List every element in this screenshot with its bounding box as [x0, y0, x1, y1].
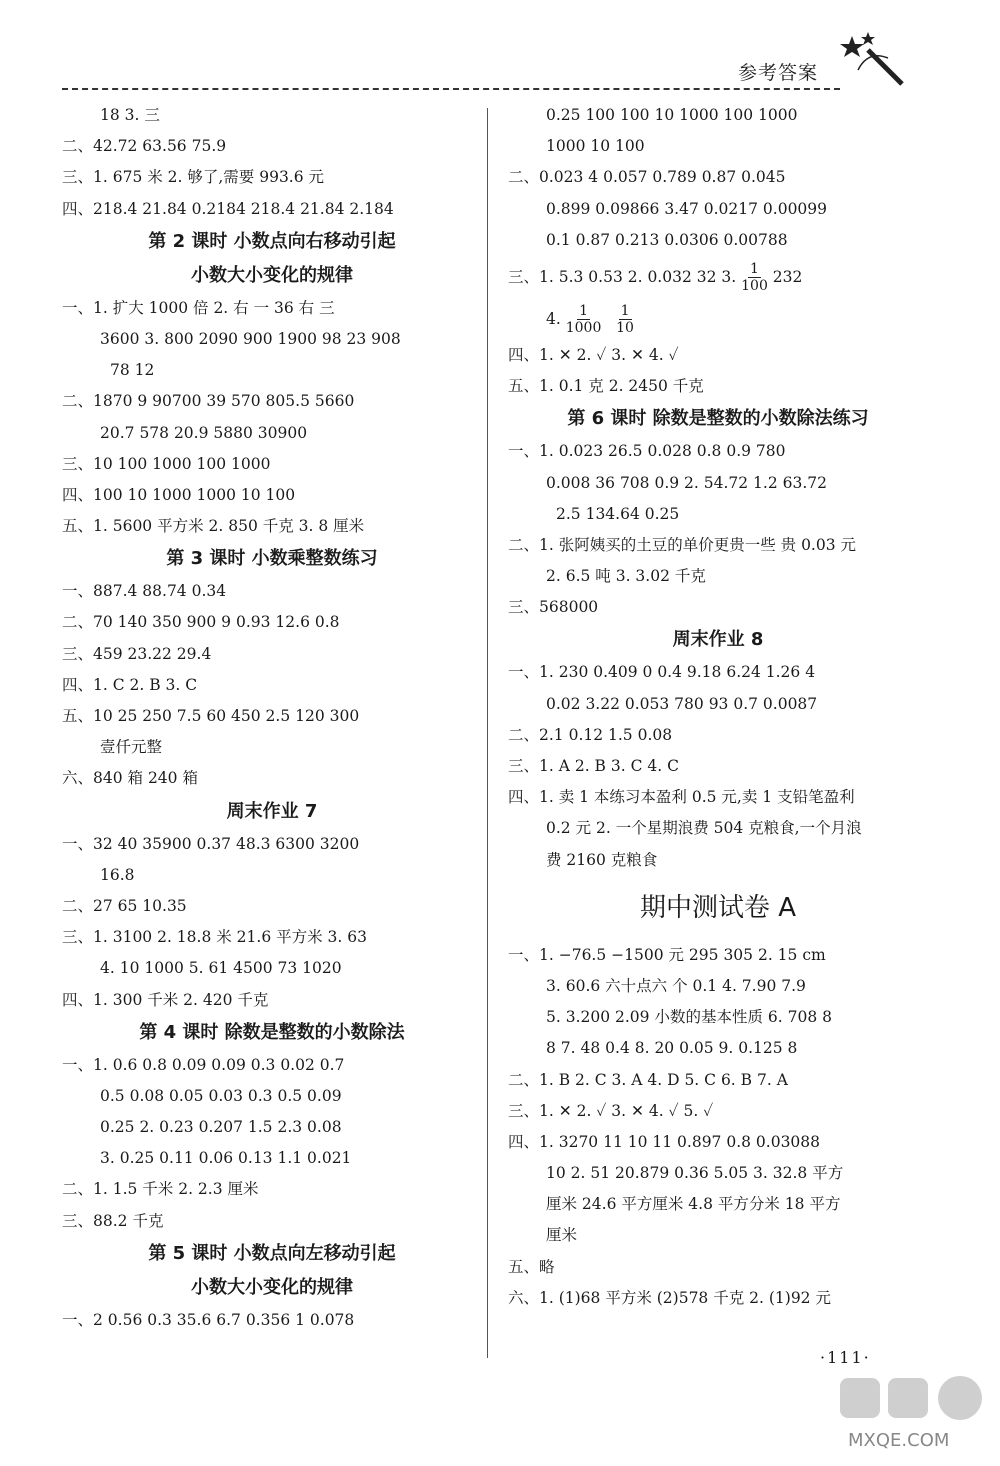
answer-line: 2. 6.5 吨 3. 3.02 千克 [546, 567, 706, 586]
answer-line: 六、840 箱 240 箱 [62, 769, 198, 788]
header-divider [62, 88, 840, 90]
answer-line: 五、1. 0.1 克 2. 2450 千克 [508, 377, 704, 396]
answer-line: 四、1. 3270 11 10 11 0.897 0.8 0.03088 [508, 1132, 821, 1151]
fraction [616, 303, 634, 336]
fraction [566, 303, 602, 336]
answer-line: 3. 0.25 0.11 0.06 0.13 1.1 0.021 [100, 1149, 352, 1168]
answer-line: 一、1. −76.5 −1500 元 295 305 2. 15 cm [508, 945, 826, 964]
answer-line: 4. 10 1000 5. 61 4500 73 1020 [100, 959, 342, 978]
column-divider [487, 108, 488, 1358]
answer-line: 一、1. 230 0.409 0 0.4 9.18 6.24 1.26 4 [508, 663, 816, 682]
answer-line: 20.7 578 20.9 5880 30900 [100, 423, 308, 442]
numerator: 1 [620, 303, 630, 320]
lesson-heading: 周末作业 8 [672, 629, 764, 651]
answer-line: 壹仟元整 [100, 738, 163, 757]
answer-line: 三、459 23.22 29.4 [62, 644, 212, 663]
answer-line: 五、略 [508, 1257, 555, 1276]
answer-line: 二、0.023 4 0.057 0.789 0.87 0.045 [508, 168, 786, 187]
answer-line: 四、1. 卖 1 本练习本盈利 0.5 元,卖 1 支铅笔盈利 [508, 788, 855, 807]
answer-line: 三、88.2 千克 [62, 1211, 164, 1230]
answer-line: 10 2. 51 20.879 0.36 5.05 3. 32.8 平方 [546, 1164, 844, 1183]
answer-line: 一、1. 0.023 26.5 0.028 0.8 0.9 780 [508, 442, 786, 461]
answer-line: 0.25 2. 0.23 0.207 1.5 2.3 0.08 [100, 1118, 342, 1137]
answer-line: 18 3. 三 [100, 106, 160, 124]
answer-line: 0.1 0.87 0.213 0.0306 0.00788 [546, 230, 788, 249]
answer-line: 一、1. 扩大 1000 倍 2. 右 一 36 右 三 [62, 298, 335, 317]
answer-text: 4. [546, 309, 566, 328]
lesson-heading: 第 2 课时 小数点向右移动引起 [148, 230, 396, 252]
answer-line [508, 298, 928, 340]
answer-line: 五、1. 5600 平方米 2. 850 千克 3. 8 厘米 [62, 517, 365, 536]
lesson-heading: 小数大小变化的规律 [191, 264, 353, 286]
page-number: ·111· [820, 1348, 871, 1367]
answer-line: 三、1. 3100 2. 18.8 米 21.6 平方米 3. 63 [62, 928, 367, 947]
answer-line: 16.8 [100, 865, 135, 884]
answers-right-column [508, 100, 928, 1314]
answer-line: 四、218.4 21.84 0.2184 218.4 21.84 2.184 [62, 199, 394, 218]
fraction [741, 261, 768, 294]
answer-line: 四、100 10 1000 1000 10 100 [62, 485, 296, 504]
answer-line: 一、1. 0.6 0.8 0.09 0.09 0.3 0.02 0.7 [62, 1055, 345, 1074]
lesson-heading: 第 6 课时 除数是整数的小数除法练习 [567, 408, 869, 430]
answer-line: 三、1. ✕ 2. ✓ 3. ✕ 4. ✓ 5. ✓ [508, 1101, 714, 1120]
answer-line: 二、1870 9 90700 39 570 805.5 5660 [62, 392, 355, 411]
answer-line: 四、1. ✕ 2. ✓ 3. ✕ 4. ✓ [508, 345, 679, 364]
answer-line: 一、2 0.56 0.3 35.6 6.7 0.356 1 0.078 [62, 1310, 355, 1329]
answers-left-column [62, 100, 482, 1336]
answer-line: 78 12 [110, 361, 155, 380]
answer-text: 三、1. 5.3 0.53 2. 0.032 32 3. [508, 267, 742, 286]
answer-line: 六、1. (1)68 平方米 (2)578 千克 2. (1)92 元 [508, 1288, 831, 1307]
answer-line: 二、1. 1.5 千米 2. 2.3 厘米 [62, 1180, 259, 1199]
answer-line: 二、70 140 350 900 9 0.93 12.6 0.8 [62, 613, 340, 632]
answer-line: 二、1. B 2. C 3. A 4. D 5. C 6. B 7. A [508, 1070, 788, 1089]
numerator: 1 [579, 303, 588, 320]
numerator: 1 [750, 261, 759, 278]
answer-line: 二、42.72 63.56 75.9 [62, 137, 227, 156]
answer-line: 2.5 134.64 0.25 [556, 504, 680, 523]
answer-line: 三、568000 [508, 598, 599, 617]
lesson-heading: 周末作业 7 [226, 800, 318, 822]
denominator: 100 [741, 278, 768, 295]
answer-line: 三、10 100 1000 100 1000 [62, 454, 271, 473]
denominator: 10 [616, 320, 634, 337]
answer-line: 一、32 40 35900 0.37 48.3 6300 3200 [62, 834, 360, 853]
answer-line: 厘米 24.6 平方厘米 4.8 平方分米 18 平方 [546, 1195, 841, 1214]
answer-line: 5. 3.200 2.09 小数的基本性质 6. 708 8 [546, 1008, 832, 1027]
lesson-heading: 小数大小变化的规律 [191, 1276, 353, 1298]
answer-line: 二、1. 张阿姨买的土豆的单价更贵一些 贵 0.03 元 [508, 535, 857, 554]
answer-line: 0.008 36 708 0.9 2. 54.72 1.2 63.72 [546, 473, 828, 492]
lesson-heading: 第 5 课时 小数点向左移动引起 [148, 1242, 396, 1264]
answer-line: 0.5 0.08 0.05 0.03 0.3 0.5 0.09 [100, 1086, 342, 1105]
answer-line: 三、1. 675 米 2. 够了,需要 993.6 元 [62, 168, 325, 187]
watermark-text: MXQE.COM [848, 1430, 950, 1451]
lesson-heading: 第 3 课时 小数乘整数练习 [166, 548, 378, 570]
answer-line: 厘米 [546, 1226, 578, 1245]
answer-line [508, 256, 928, 298]
lesson-heading: 第 4 课时 除数是整数的小数除法 [139, 1021, 405, 1043]
answer-line: 一、887.4 88.74 0.34 [62, 582, 227, 601]
answer-text: 232 [767, 267, 803, 286]
answer-line: 四、1. C 2. B 3. C [62, 675, 198, 694]
header-label: 参考答案 [738, 62, 819, 84]
answer-line: 二、27 65 10.35 [62, 896, 187, 915]
answer-line: 0.25 100 100 10 1000 100 1000 [546, 106, 798, 124]
exam-title: 期中测试卷 A [639, 892, 797, 923]
answer-line: 三、1. A 2. B 3. C 4. C [508, 757, 679, 775]
answer-line: 1000 10 100 [546, 137, 645, 156]
answer-line: 二、2.1 0.12 1.5 0.08 [508, 725, 673, 744]
answer-line: 0.899 0.09866 3.47 0.0217 0.00099 [546, 199, 828, 218]
denominator: 1000 [565, 320, 602, 337]
answer-line: 8 7. 48 0.4 8. 20 0.05 9. 0.125 8 [546, 1039, 798, 1058]
answer-line: 四、1. 300 千米 2. 420 千克 [62, 990, 269, 1009]
answer-line: 3600 3. 800 2090 900 1900 98 23 908 [100, 329, 401, 348]
answer-line: 0.2 元 2. 一个星期浪费 504 克粮食,一个月浪 [546, 819, 862, 838]
answer-line: 0.02 3.22 0.053 780 93 0.7 0.0087 [546, 694, 818, 713]
answer-line: 费 2160 克粮食 [546, 850, 658, 869]
answer-line: 3. 60.6 六十点六 个 0.1 4. 7.90 7.9 [546, 976, 806, 995]
wand-star-icon [838, 30, 908, 90]
answer-line: 五、10 25 250 7.5 60 450 2.5 120 300 [62, 707, 360, 725]
